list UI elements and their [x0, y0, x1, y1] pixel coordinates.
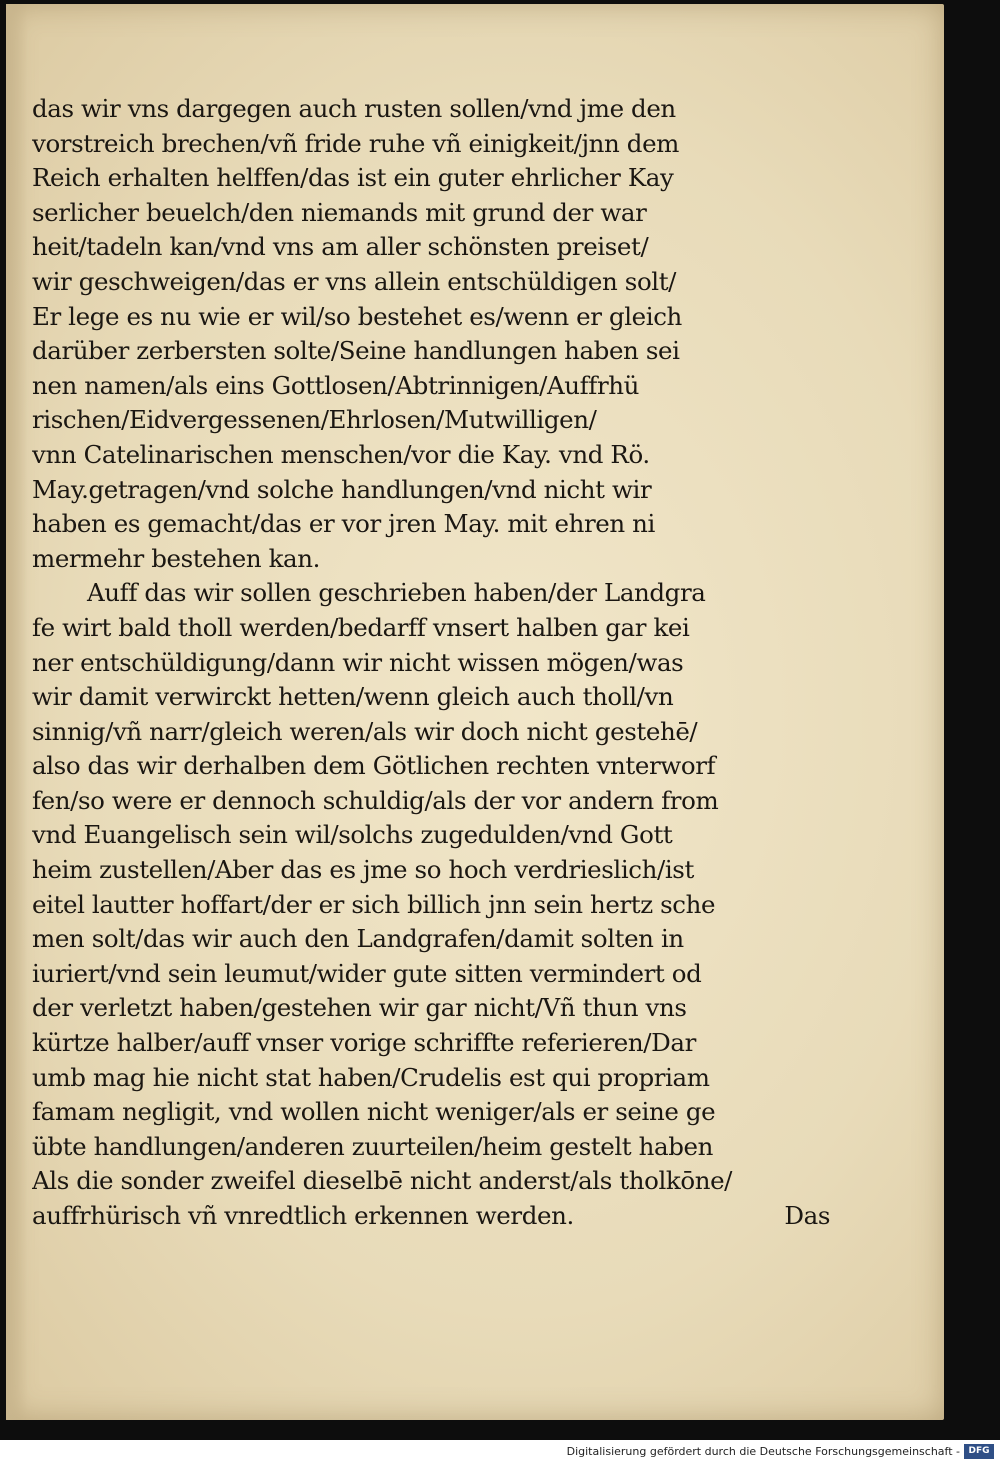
text-line: famam negligit, vnd wollen nicht weniger/als er seine ge [32, 1097, 716, 1127]
text-line: wir geschweigen/das er vns allein entschüldigen solt/ [32, 266, 677, 296]
text-line: fe wirt bald tholl werden/bedarff vnsert halben gar kei [32, 612, 690, 642]
text-line: heim zustellen/Aber das es jme so hoch verdrieslich/ist [32, 855, 694, 885]
text-line: also das wir derhalben dem Götlichen rechten vnterworf [32, 751, 716, 781]
text-line: ner entschüldigung/dann wir nicht wissen mögen/was [32, 647, 684, 677]
text-line-content: auffrhürisch vñ vnredtlich erkennen werden. [32, 1201, 574, 1230]
text-line: darüber zerbersten solte/Seine handlungen haben sei [32, 336, 680, 366]
text-line: vnn Catelinarischen menschen/vor die Kay. vnd Rö. [32, 439, 650, 469]
text-line: fen/so were er dennoch schuldig/als der vor andern from [32, 785, 719, 815]
last-text-line [32, 1199, 832, 1234]
text-line: iuriert/vnd sein leumut/wider gute sitten vermindert od [32, 958, 702, 988]
text-line: men solt/das wir auch den Landgrafen/damit solten in [32, 924, 684, 954]
text-line: Er lege es nu wie er wil/so bestehet es/wenn er gleich [32, 301, 682, 331]
text-line: eitel lautter hoffart/der er sich billich jnn sein hertz sche [32, 889, 716, 919]
text-line: haben es gemacht/das er vor jren May. mit ehren ni [32, 509, 655, 539]
text-line: Als die sonder zweifel dieselbē nicht anderst/als tholkōne/ [32, 1166, 733, 1196]
dfg-logo-icon: DFG [964, 1444, 994, 1459]
text-line: rischen/Eidvergessenen/Ehrlosen/Mutwilligen/ [32, 405, 597, 435]
text-line: vorstreich brechen/vñ fride ruhe vñ einigkeit/jnn dem [32, 128, 680, 158]
text-line: wir damit verwirckt hetten/wenn gleich auch tholl/vn [32, 682, 674, 712]
catchword: Das [784, 1201, 830, 1230]
footer-credit: Digitalisierung gefördert durch die Deutsche Forschungsgemeinschaft - [566, 1445, 960, 1458]
digitization-footer [0, 1440, 1000, 1465]
text-line: sinnig/vñ narr/gleich weren/als wir doch nicht gestehē/ [32, 716, 698, 746]
paragraph-start-line: Auff das wir sollen geschrieben haben/der Landgra [87, 578, 706, 608]
text-line: heit/tadeln kan/vnd vns am aller schönsten preiset/ [32, 232, 649, 262]
text-line: May.getragen/vnd solche handlungen/vnd nicht wir [32, 474, 652, 504]
text-line: kürtze halber/auff vnser vorige schriffte referieren/Dar [32, 1028, 696, 1058]
page-gutter-shadow [6, 4, 28, 1420]
text-line: mermehr bestehen kan. [32, 543, 321, 573]
text-line: der verletzt haben/gestehen wir gar nicht/Vñ thun vns [32, 993, 687, 1023]
text-line: übte handlungen/anderen zuurteilen/heim gestelt haben [32, 1131, 713, 1161]
text-line: vnd Euangelisch sein wil/solchs zugedulden/vnd Gott [32, 820, 673, 850]
text-line: das wir vns dargegen auch rusten sollen/vnd jme den [32, 94, 676, 123]
text-line: Reich erhalten helffen/das ist ein guter ehrlicher Kay [32, 163, 674, 193]
text-line: umb mag hie nicht stat haben/Crudelis est qui propriam [32, 1062, 710, 1092]
page-text-block [32, 92, 832, 1234]
text-line: nen namen/als eins Gottlosen/Abtrinnigen/Auffrhü [32, 370, 640, 400]
text-line: serlicher beuelch/den niemands mit grund der war [32, 197, 647, 227]
